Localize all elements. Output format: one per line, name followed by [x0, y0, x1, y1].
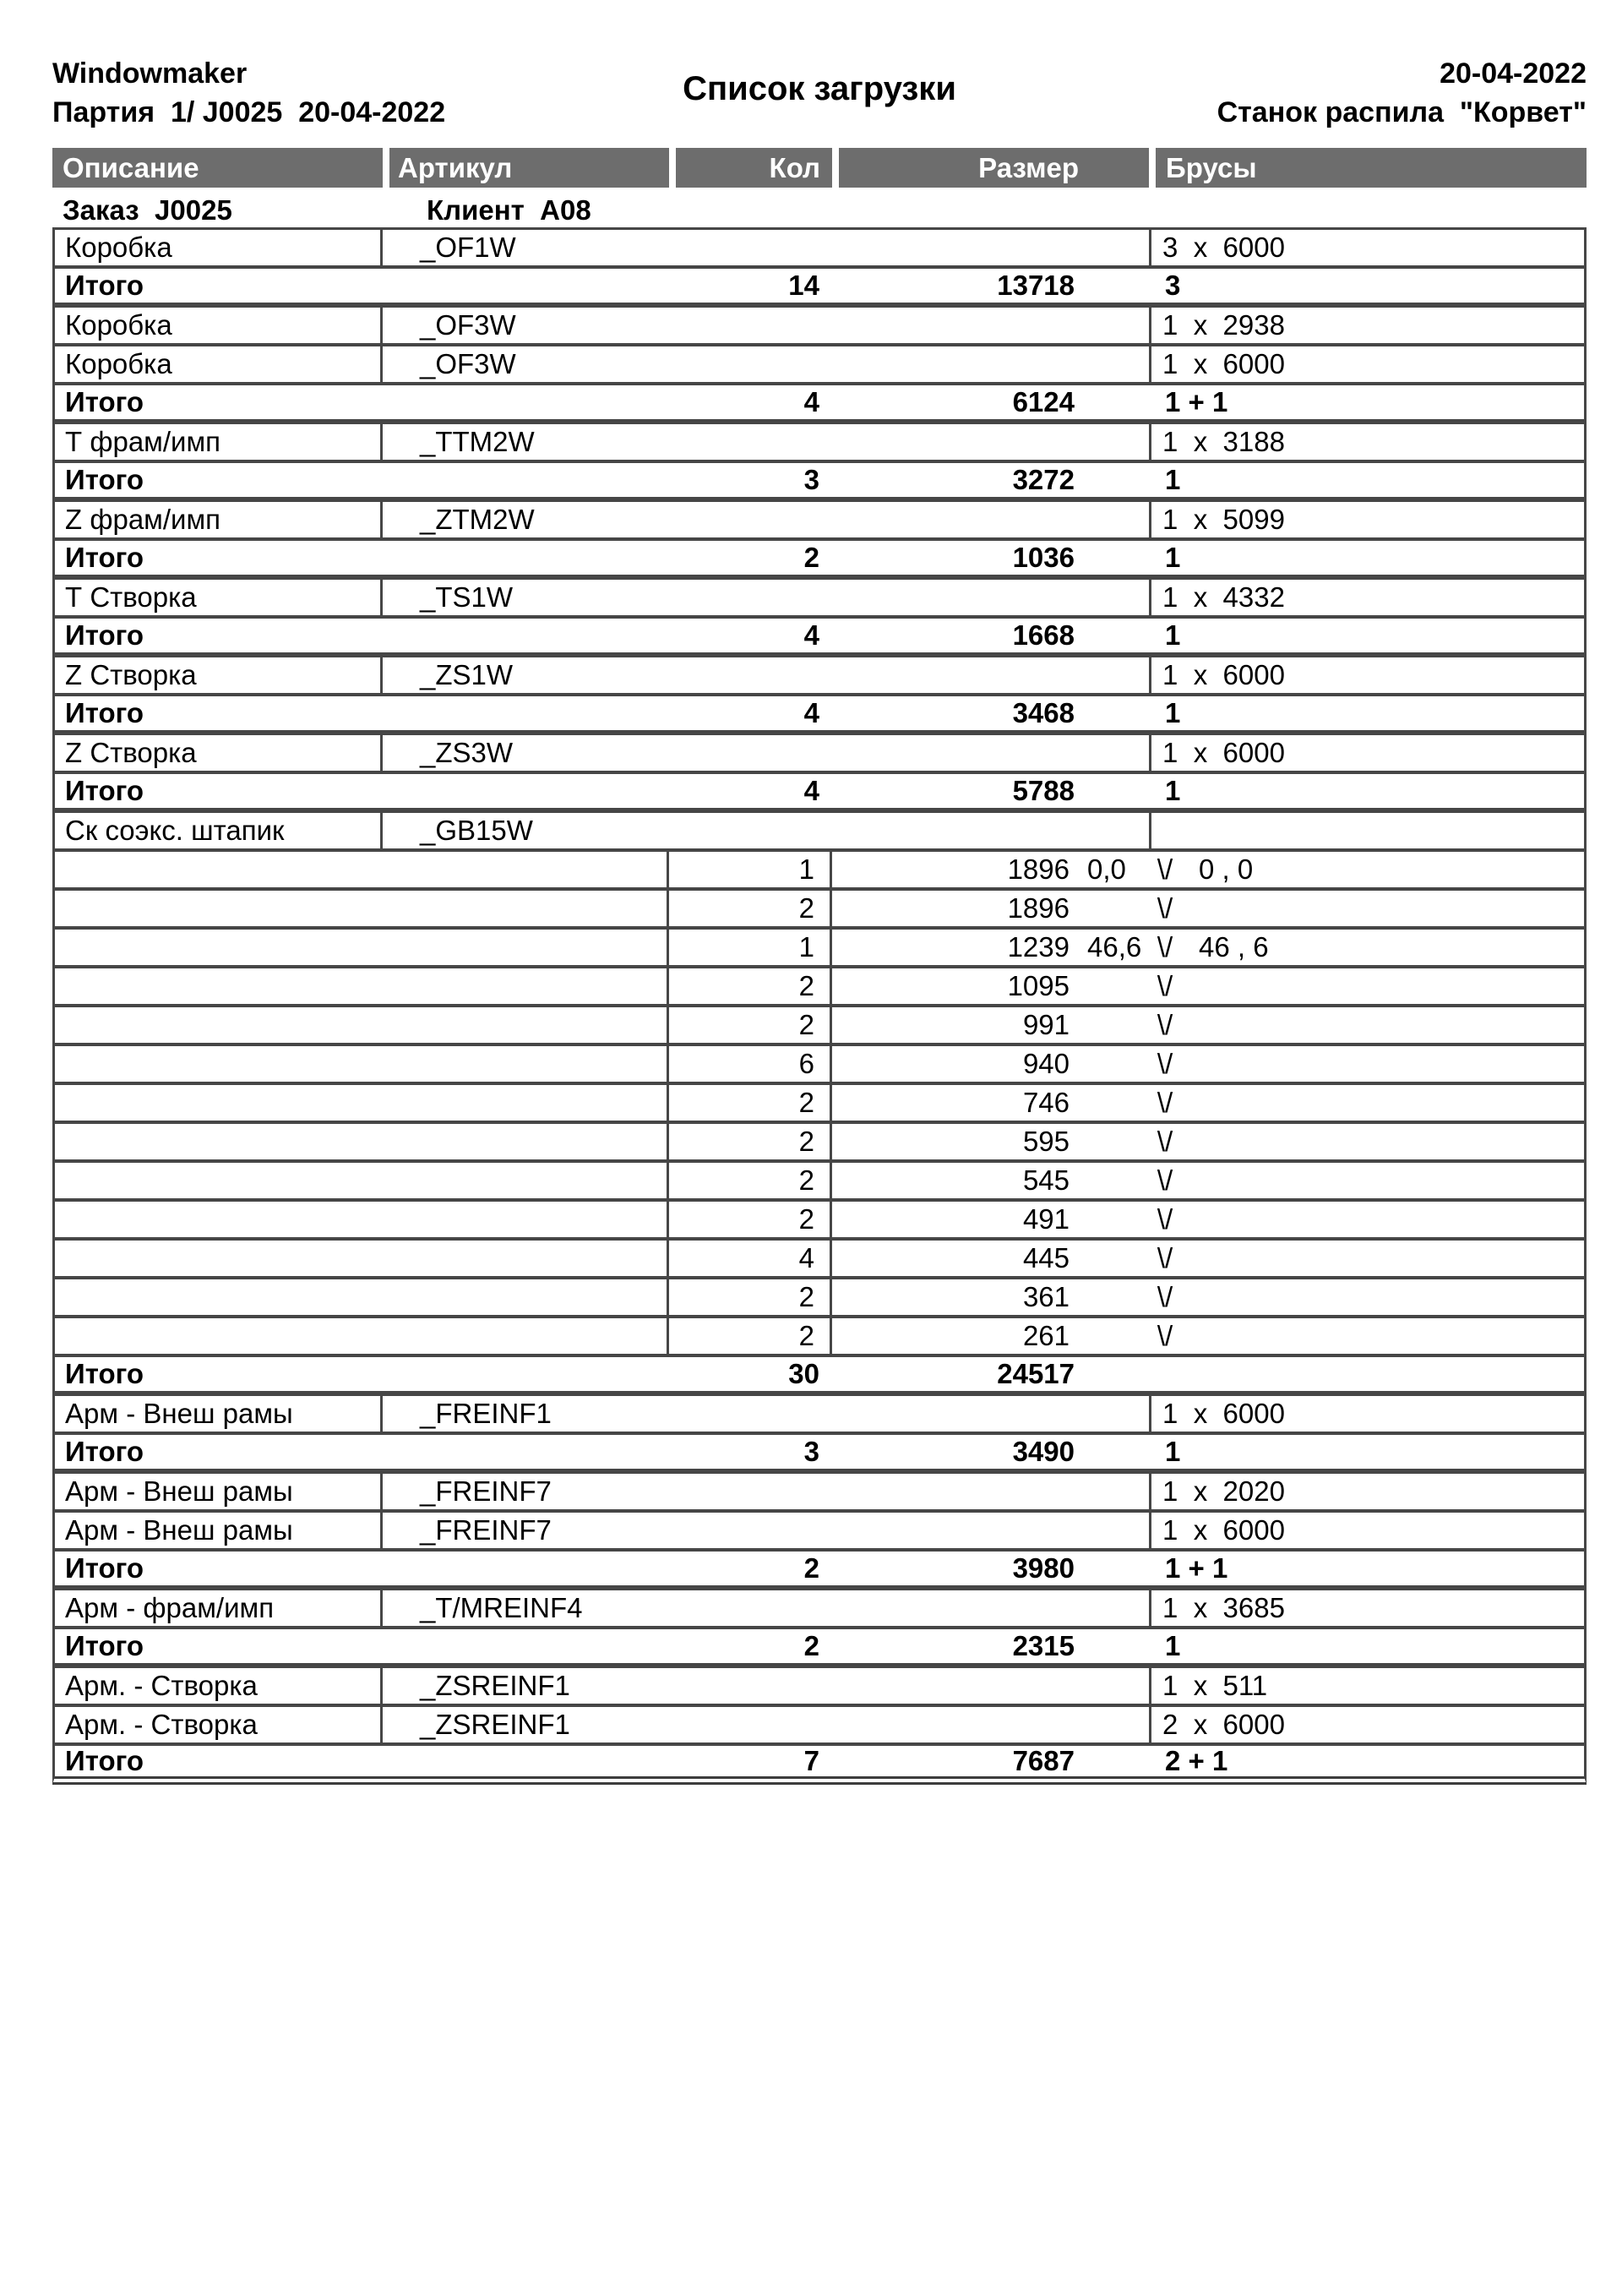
article-cell: _ZSREINF1 [420, 1709, 570, 1740]
total-bars-cell: 1 [1165, 464, 1181, 495]
total-qty-cell: 2 [803, 542, 819, 573]
cut-mark: \/ [1157, 1126, 1173, 1157]
item-row [52, 1396, 1587, 1435]
cut-angle-left: 46,6 [1087, 931, 1142, 963]
description-cell: Z Створка [55, 657, 383, 693]
cut-qty-cell: 1 [669, 930, 832, 965]
spacer-cell [1081, 774, 1151, 808]
item-row [52, 1707, 1587, 1746]
total-row [52, 1435, 1587, 1474]
description-cell: Т фрам/имп [55, 424, 383, 460]
spacer-cell [1081, 619, 1151, 652]
description-cell: Коробка [55, 346, 383, 382]
total-label: Итого [65, 464, 144, 495]
total-label: Итого [65, 1630, 144, 1661]
total-size-cell: 1668 [1012, 619, 1075, 651]
article-cell: _FREINF7 [420, 1514, 552, 1546]
col-header-size: Размер [839, 148, 1149, 188]
cut-size-cell: 491 [1022, 1203, 1070, 1235]
cut-angle-right [1182, 1241, 1199, 1276]
item-row [52, 580, 1587, 619]
cut-empty-cell [55, 1241, 669, 1276]
total-row [52, 1746, 1587, 1785]
cut-angle-left [1076, 1279, 1148, 1315]
item-row [52, 1513, 1587, 1552]
cut-empty-cell [55, 1007, 669, 1043]
cut-qty-cell: 2 [669, 1202, 832, 1237]
cut-row [52, 1046, 1587, 1085]
description-cell: Т Створка [55, 580, 383, 615]
total-row [52, 463, 1587, 502]
article-cell: _TTM2W [420, 426, 535, 457]
total-label: Итого [65, 386, 144, 417]
cut-row [52, 1085, 1587, 1124]
total-bars-cell: 1 [1165, 697, 1181, 728]
total-bars-cell: 1 [1165, 542, 1181, 573]
cut-size-cell: 940 [1022, 1048, 1070, 1079]
bars-cell: 1 x 5099 [1149, 502, 1584, 537]
description-cell: Арм. - Створка [55, 1668, 383, 1704]
item-row [52, 502, 1587, 541]
total-qty-cell: 4 [803, 697, 819, 728]
spacer-cell [1081, 541, 1151, 575]
cut-qty-cell: 2 [669, 1318, 832, 1354]
cut-angle-right [1182, 1124, 1199, 1159]
description-cell: Арм. - Створка [55, 1707, 383, 1742]
cut-angle-right [1182, 891, 1199, 926]
cut-angle-left [1076, 1318, 1148, 1354]
total-size-cell: 5788 [1012, 775, 1075, 806]
item-row [52, 1590, 1587, 1629]
cut-angle-right [1182, 1046, 1199, 1082]
cut-row [52, 1318, 1587, 1357]
total-label: Итого [65, 1745, 144, 1776]
total-row [52, 1552, 1587, 1590]
total-size-cell: 2315 [1012, 1630, 1075, 1661]
cut-row [52, 1124, 1587, 1163]
description-cell: Z фрам/имп [55, 502, 383, 537]
cut-empty-cell [55, 1085, 669, 1121]
spacer-cell [1081, 1746, 1151, 1776]
article-cell: _ZS1W [420, 659, 514, 690]
cut-mark: \/ [1157, 1087, 1173, 1118]
cut-qty-cell: 1 [669, 852, 832, 887]
cut-angle-right [1182, 968, 1199, 1004]
bars-cell: 1 x 4332 [1149, 580, 1584, 615]
cut-row [52, 891, 1587, 930]
page-title: Список загрузки [683, 70, 956, 107]
cut-mark: \/ [1157, 970, 1173, 1001]
cut-angle-right: 0 , 0 [1199, 854, 1254, 885]
cut-size-cell: 1239 [1007, 931, 1070, 963]
cut-row [52, 1241, 1587, 1279]
article-cell: _ZTM2W [420, 504, 535, 535]
total-bars-cell: 1 [1165, 1630, 1181, 1661]
total-label: Итого [65, 270, 144, 301]
bars-cell: 1 x 3685 [1149, 1590, 1584, 1626]
description-cell: Коробка [55, 308, 383, 343]
item-row [52, 424, 1587, 463]
cut-angle-left [1076, 1241, 1148, 1276]
cut-row [52, 1163, 1587, 1202]
cut-angle-right: 46 , 6 [1199, 931, 1269, 963]
cut-mark: \/ [1157, 1048, 1173, 1079]
total-row [52, 269, 1587, 308]
cut-mark: \/ [1157, 1281, 1173, 1312]
total-qty-cell: 2 [803, 1630, 819, 1661]
cut-row [52, 1202, 1587, 1241]
cut-size-cell: 445 [1022, 1242, 1070, 1273]
cut-empty-cell [55, 1046, 669, 1082]
total-bars-cell [1151, 1357, 1165, 1391]
cut-row [52, 968, 1587, 1007]
total-label: Итого [65, 542, 144, 573]
total-label: Итого [65, 1552, 144, 1584]
total-bars-cell: 1 [1165, 775, 1181, 806]
bars-cell [1149, 813, 1584, 848]
order-row [52, 193, 1587, 230]
cut-angle-left [1076, 1124, 1148, 1159]
spacer-cell [1081, 385, 1151, 419]
cut-qty-cell: 2 [669, 1007, 832, 1043]
cut-empty-cell [55, 1279, 669, 1315]
item-row [52, 735, 1587, 774]
article-cell: _TS1W [420, 581, 514, 613]
bars-cell: 2 x 6000 [1149, 1707, 1584, 1742]
total-bars-cell: 1 [1165, 619, 1181, 651]
total-size-cell: 7687 [1012, 1745, 1075, 1776]
total-row [52, 774, 1587, 813]
cut-size-cell: 991 [1022, 1009, 1070, 1040]
total-qty-cell: 4 [803, 619, 819, 651]
cut-angle-left [1076, 1202, 1148, 1237]
cut-size-cell: 595 [1022, 1126, 1070, 1157]
article-cell: _FREINF1 [420, 1398, 552, 1429]
total-bars-cell: 1 + 1 [1165, 386, 1228, 417]
item-row [52, 308, 1587, 346]
description-cell: Арм - Внеш рамы [55, 1396, 383, 1432]
cut-qty-cell: 2 [669, 1279, 832, 1315]
cut-qty-cell: 2 [669, 1163, 832, 1198]
article-cell: _OF1W [420, 232, 516, 263]
batch-label: Партия 1/ J0025 20-04-2022 [52, 96, 446, 128]
cut-mark: \/ [1157, 1203, 1173, 1235]
total-qty-cell: 14 [788, 270, 819, 301]
total-label: Итого [65, 1436, 144, 1467]
cut-qty-cell: 2 [669, 1124, 832, 1159]
cut-empty-cell [55, 891, 669, 926]
cut-angle-left [1076, 1085, 1148, 1121]
cut-size-cell: 1896 [1007, 892, 1070, 924]
cut-angle-left [1076, 891, 1148, 926]
total-bars-cell: 2 + 1 [1165, 1745, 1228, 1776]
cut-angle-right [1182, 1318, 1199, 1354]
total-size-cell: 24517 [997, 1358, 1075, 1389]
cut-mark: \/ [1157, 1009, 1173, 1040]
cut-size-cell: 261 [1022, 1320, 1070, 1351]
article-cell: _FREINF7 [420, 1475, 552, 1507]
cut-mark: \/ [1157, 854, 1173, 885]
bars-cell: 1 x 3188 [1149, 424, 1584, 460]
spacer-cell [1081, 1357, 1151, 1391]
cut-angle-left [1076, 1046, 1148, 1082]
loading-list-table [52, 148, 1587, 1785]
total-row [52, 696, 1587, 735]
bars-cell: 1 x 511 [1149, 1668, 1584, 1704]
cut-empty-cell [55, 1124, 669, 1159]
cut-row [52, 852, 1587, 891]
item-row [52, 1668, 1587, 1707]
total-label: Итого [65, 619, 144, 651]
total-size-cell: 3272 [1012, 464, 1075, 495]
saw-machine-label: Станок распила "Корвет" [1216, 96, 1587, 128]
table-body [52, 230, 1587, 1785]
bars-cell: 3 x 6000 [1149, 230, 1584, 265]
total-bars-cell: 1 [1165, 1436, 1181, 1467]
item-row [52, 657, 1587, 696]
total-qty-cell: 3 [803, 1436, 819, 1467]
cut-angle-right [1182, 1163, 1199, 1198]
description-cell: Арм - Внеш рамы [55, 1513, 383, 1548]
spacer-cell [1081, 696, 1151, 730]
total-size-cell: 3980 [1012, 1552, 1075, 1584]
cut-empty-cell [55, 1163, 669, 1198]
cut-row [52, 1279, 1587, 1318]
bars-cell: 1 x 6000 [1149, 1513, 1584, 1548]
cut-qty-cell: 2 [669, 968, 832, 1004]
cut-angle-right [1182, 1007, 1199, 1043]
cut-empty-cell [55, 852, 669, 887]
total-size-cell: 3490 [1012, 1436, 1075, 1467]
total-label: Итого [65, 697, 144, 728]
cut-row [52, 1007, 1587, 1046]
description-cell: Коробка [55, 230, 383, 265]
spacer-cell [1081, 463, 1151, 497]
item-row [52, 346, 1587, 385]
item-row [52, 813, 1587, 852]
cut-size-cell: 361 [1022, 1281, 1070, 1312]
cut-angle-left [1076, 1007, 1148, 1043]
col-header-bars: Брусы [1156, 148, 1587, 188]
cut-mark: \/ [1157, 1242, 1173, 1273]
article-cell: _OF3W [420, 348, 516, 379]
order-label: Заказ J0025 [63, 194, 232, 226]
cut-empty-cell [55, 1202, 669, 1237]
total-bars-cell: 3 [1165, 270, 1181, 301]
cut-size-cell: 1095 [1007, 970, 1070, 1001]
cut-empty-cell [55, 968, 669, 1004]
bars-cell: 1 x 6000 [1149, 346, 1584, 382]
spacer-cell [1081, 269, 1151, 303]
cut-size-cell: 746 [1022, 1087, 1070, 1118]
cut-qty-cell: 2 [669, 1085, 832, 1121]
total-size-cell: 6124 [1012, 386, 1075, 417]
article-cell: _ZS3W [420, 737, 514, 768]
col-header-description: Описание [52, 148, 383, 188]
total-row [52, 1629, 1587, 1668]
spacer-cell [1081, 1435, 1151, 1469]
total-qty-cell: 2 [803, 1552, 819, 1584]
table-header-row [52, 148, 1587, 188]
spacer-cell [1081, 1629, 1151, 1663]
article-cell: _ZSREINF1 [420, 1670, 570, 1701]
cut-angle-left [1076, 968, 1148, 1004]
cut-empty-cell [55, 1318, 669, 1354]
bars-cell: 1 x 6000 [1149, 735, 1584, 771]
bars-cell: 1 x 2938 [1149, 308, 1584, 343]
description-cell: Z Створка [55, 735, 383, 771]
description-cell: Арм - фрам/имп [55, 1590, 383, 1626]
col-header-article: Артикул [389, 148, 669, 188]
total-qty-cell: 4 [803, 775, 819, 806]
total-qty-cell: 7 [803, 1745, 819, 1776]
total-qty-cell: 30 [788, 1358, 819, 1389]
article-cell: _T/MREINF4 [420, 1592, 583, 1623]
cut-qty-cell: 2 [669, 891, 832, 926]
app-name: Windowmaker [52, 57, 248, 90]
cut-size-cell: 1896 [1007, 854, 1070, 885]
total-row [52, 1357, 1587, 1396]
item-row [52, 1474, 1587, 1513]
total-qty-cell: 4 [803, 386, 819, 417]
article-cell: _OF3W [420, 309, 516, 341]
bars-cell: 1 x 6000 [1149, 1396, 1584, 1432]
total-row [52, 385, 1587, 424]
cut-mark: \/ [1157, 1164, 1173, 1196]
col-header-qty: Кол [676, 148, 832, 188]
total-row [52, 619, 1587, 657]
cut-qty-cell: 4 [669, 1241, 832, 1276]
total-size-cell: 1036 [1012, 542, 1075, 573]
cut-empty-cell [55, 930, 669, 965]
total-size-cell: 3468 [1012, 697, 1075, 728]
client-label: Клиент А08 [427, 194, 591, 226]
cut-qty-cell: 6 [669, 1046, 832, 1082]
total-label: Итого [65, 775, 144, 806]
bars-cell: 1 x 2020 [1149, 1474, 1584, 1509]
description-cell: Арм - Внеш рамы [55, 1474, 383, 1509]
cut-angle-right [1182, 1085, 1199, 1121]
description-cell: Ск соэкс. штапик [55, 813, 383, 848]
cut-angle-right [1182, 1202, 1199, 1237]
cut-size-cell: 545 [1022, 1164, 1070, 1196]
item-row [52, 230, 1587, 269]
total-label: Итого [65, 1358, 144, 1389]
total-row [52, 541, 1587, 580]
cut-angle-left [1076, 1163, 1148, 1198]
bars-cell: 1 x 6000 [1149, 657, 1584, 693]
total-size-cell: 13718 [997, 270, 1075, 301]
cut-angle-left: 0,0 [1087, 854, 1126, 885]
cut-row [52, 930, 1587, 968]
total-qty-cell: 3 [803, 464, 819, 495]
report-date: 20-04-2022 [1440, 57, 1587, 90]
page-header-line-2 [52, 96, 1587, 134]
article-cell: _GB15W [420, 815, 533, 846]
cut-mark: \/ [1157, 892, 1173, 924]
total-bars-cell: 1 + 1 [1165, 1552, 1228, 1584]
cut-angle-right [1182, 1279, 1199, 1315]
spacer-cell [1081, 1552, 1151, 1585]
cut-mark: \/ [1157, 931, 1173, 963]
cut-mark: \/ [1157, 1320, 1173, 1351]
